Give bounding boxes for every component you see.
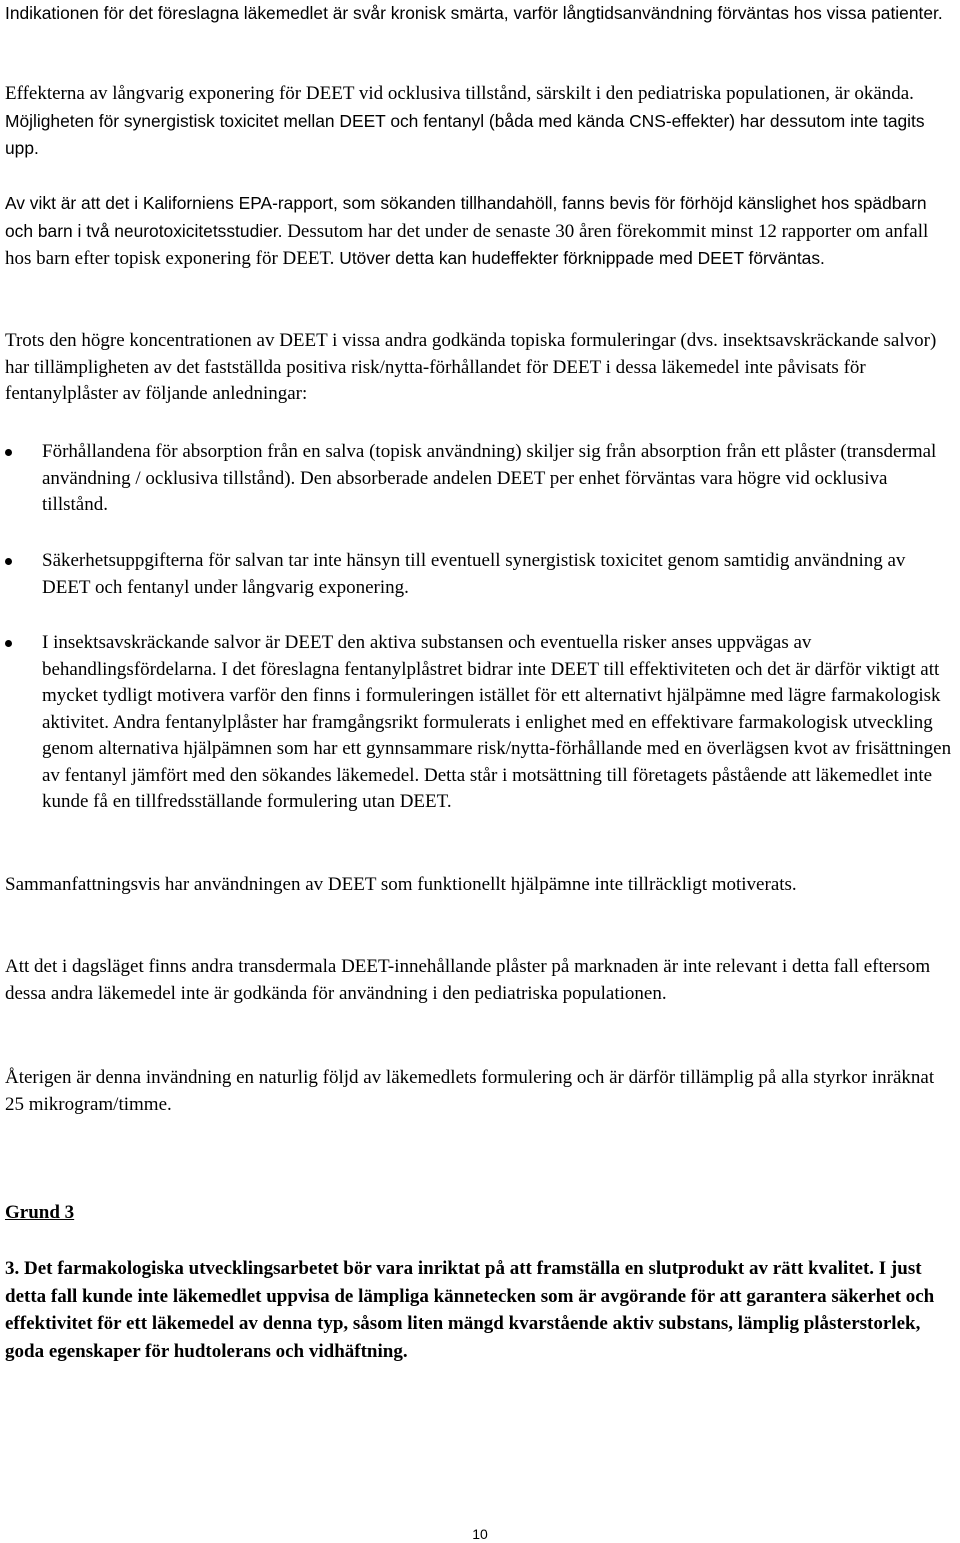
list-item-text-a: Förhållandena för absorption från en salva (topisk användning) skiljer sig från absorption från ett plåster (transdermal användning / ocklusiva tillstånd). [42, 441, 937, 489]
section-bold-paragraph-text: 3. Det farmakologiska utvecklingsarbetet bör vara inriktat på att framställa en slutprodukt av rätt kvalitet. I just detta fall kunde inte läkemedlet uppvisa de lämpliga kännetecken som är avgörande för att garantera säkerhet och effektivitet för ett läkemedel av denna typ, såsom liten mängd kvarstående aktiv substans, lämplig plåsterstorlek, goda egenskaper för hudtolerans och vidhäftning. [5, 1258, 935, 1362]
paragraph-indication [5, 0, 955, 27]
list-item-text-a: Säkerhetsuppgifterna för salvan tar inte hänsyn till eventuell synergistisk toxicitet genom samtidig användning av DEET och fentanyl under långvarig exponering. [42, 550, 906, 598]
list-item-text-a: I insektsavskräckande salvor är DEET den aktiva substansen och eventuella risker anses uppvägas av behandlingsfördelarna. [42, 632, 812, 680]
paragraph-california-epa-text-c: Utöver detta kan hudeffekter förknippade med DEET förväntas. [334, 248, 825, 268]
paragraph-california-epa [5, 190, 955, 273]
bullet-icon [5, 558, 12, 565]
paragraph-summary [5, 872, 955, 899]
bullet-icon [5, 449, 12, 456]
paragraph-again-text: Återigen är denna invändning en naturlig följd av läkemedlets formulering och är därför tillämplig på alla styrkor inräknat 25 mikrogram/timme. [5, 1067, 935, 1115]
paragraph-again [5, 1065, 955, 1118]
list-item-text-d: Detta står i motsättning till företagets påstående att läkemedlet inte kunde få en tillfredsställande formulering utan DEET. [42, 764, 933, 812]
bullet-icon [5, 640, 12, 647]
section-heading: Grund 3 [5, 1202, 75, 1223]
paragraph-california-epa-text-a: Av vikt är att det i Kaliforniens EPA-rapport, som sökanden tillhandahöll, fanns bevis för förhöjd känslighet hos spädbarn och barn i två neurotoxicitetsstudier. [5, 193, 927, 241]
page-number: 10 [472, 1526, 488, 1542]
paragraph-other-patches-text: Att det i dagsläget finns andra transdermala DEET-innehållande plåster på marknaden är inte relevant i detta fall eftersom dessa andra läkemedel inte är godkända för användning i den pediatriska populationen. [5, 956, 931, 1004]
paragraph-higher-concentration [5, 328, 955, 408]
list-item-text [42, 439, 955, 519]
paragraph-summary-text: Sammanfattningsvis har användningen av DEET som funktionellt hjälpämne inte tillräckligt motiverats. [5, 874, 797, 895]
list-item-text-b: Den absorberade andelen DEET per enhet förväntas vara högre vid ocklusiva tillstånd. [42, 467, 888, 515]
list-item-text [42, 548, 955, 601]
paragraph-other-patches [5, 954, 955, 1007]
list-item-text-c: Andra fentanylplåster har framgångsrikt formulerats i enlighet med en effektivare farmakologisk utveckling genom alternativa hjälpämnen som har ett gynnsammare risk/nytta-förhållande med en överlägsen kvot av frisättningen av fentanyl jämfört med den sökandes läkemedel. [42, 711, 952, 786]
list-item-text [42, 630, 955, 816]
paragraph-deet-exposure [5, 80, 955, 163]
paragraph-deet-exposure-text-b: Möjligheten för synergistisk toxicitet mellan DEET och fentanyl (båda med kända CNS-effekter) har dessutom inte tagits upp. [5, 110, 925, 158]
list-item-text-b: I det föreslagna fentanylplåstret bidrar inte DEET till effektiviteten och det är därför viktigt att mycket tydligt motivera varför den finns i formuleringen istället för ett alternativt hjälpämne med lägre farmakologisk aktivitet. [42, 658, 941, 733]
paragraph-indication-text: Indikationen för det föreslagna läkemedlet är svår kronisk smärta, varför långtidsanvändning förväntas hos vissa patienter. [5, 3, 943, 23]
section-bold-paragraph [5, 1255, 955, 1365]
paragraph-higher-concentration-text: Trots den högre koncentrationen av DEET i vissa andra godkända topiska formuleringar (dvs. insektsavskräckande salvor) har tillämpligheten av det fastställda positiva risk/nytta-förhållandet för DEET i dessa läkemedel inte påvisats för fentanylplåster av följande anledningar: [5, 330, 937, 404]
paragraph-california-epa-text-b: Dessutom har det under de senaste 30 åren förekommit minst 12 rapporter om anfall hos barn efter topisk exponering för DEET. [5, 220, 929, 269]
paragraph-deet-exposure-text-a: Effekterna av långvarig exponering för DEET vid ocklusiva tillstånd, särskilt i den pediatriska populationen, är okända. [5, 83, 914, 104]
